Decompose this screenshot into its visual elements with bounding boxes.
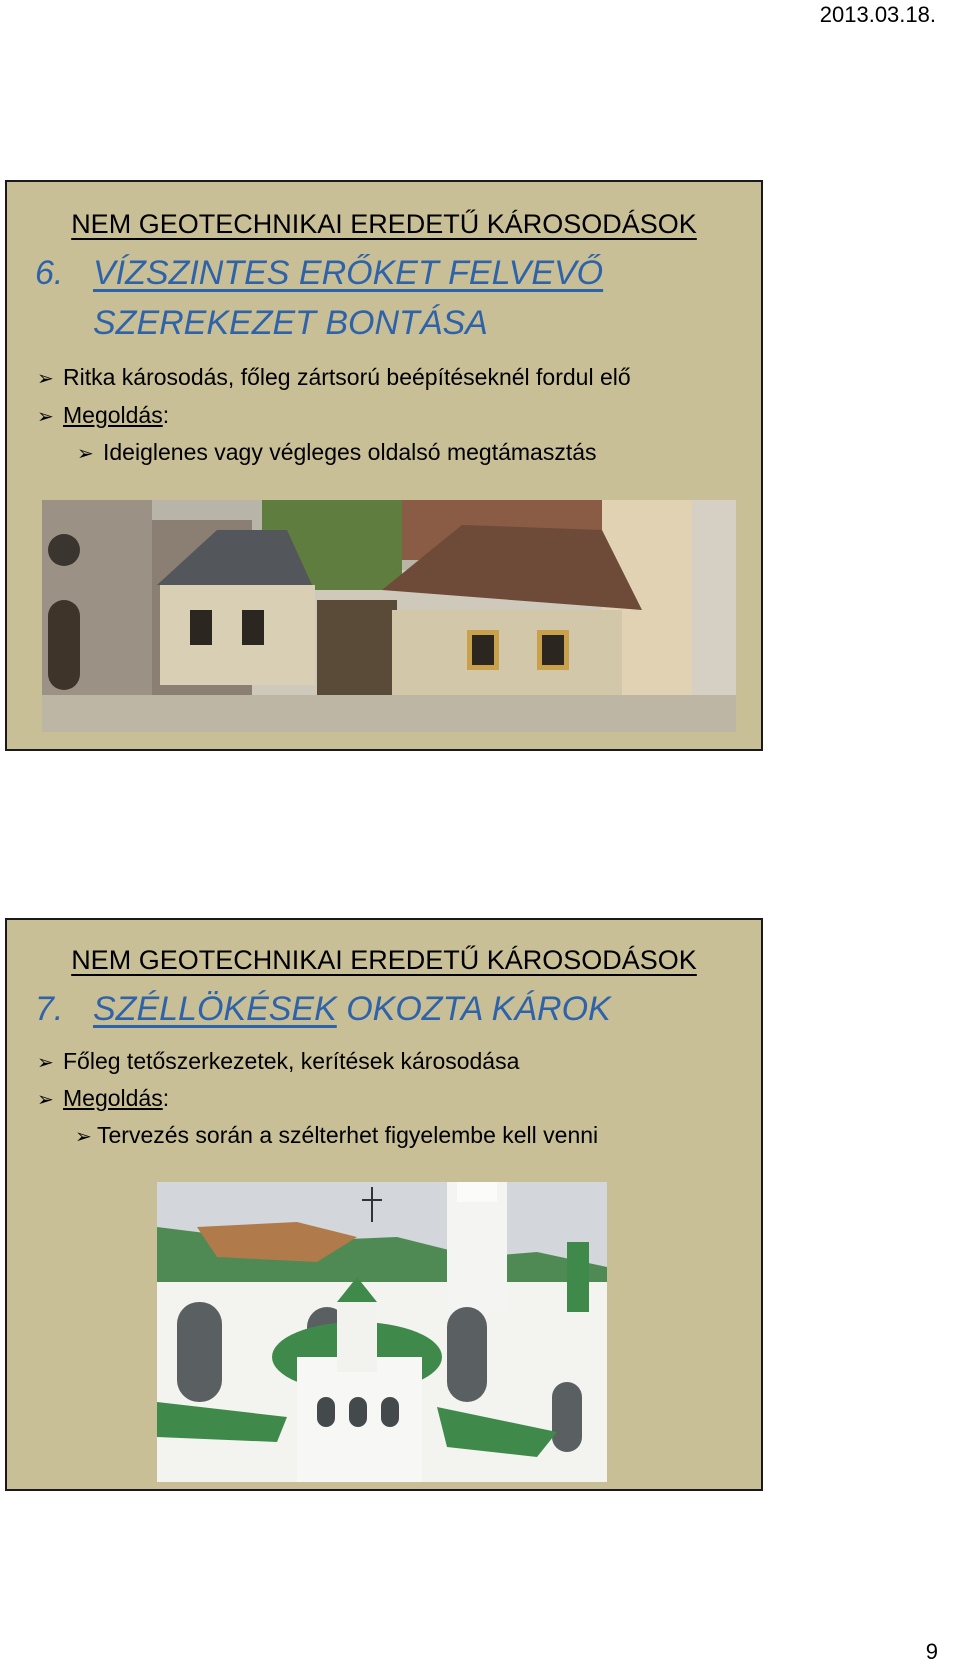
slide-title: NEM GEOTECHNIKAI EREDETŰ KÁROSODÁSOK: [71, 945, 697, 975]
arrow-bullet-icon: ➢: [37, 1089, 54, 1111]
arrow-bullet-icon: ➢: [37, 1052, 54, 1074]
section-heading: [35, 248, 603, 298]
bullet-suffix: :: [162, 402, 170, 428]
sub-bullet-text: Ideiglenes vagy végleges oldalsó megtámasztás: [103, 439, 597, 465]
arrow-bullet-icon: ➢: [37, 368, 54, 390]
page-date: 2013.03.18.: [819, 2, 936, 27]
heading-number: 7.: [35, 990, 64, 1028]
bullet-label: Megoldás: [63, 402, 163, 428]
sub-bullet-item: [77, 437, 597, 469]
heading-number: 6.: [35, 254, 64, 292]
bullet-text: Főleg tetőszerkezetek, kerítések károsodása: [63, 1048, 520, 1074]
row-houses-photo: [42, 500, 736, 732]
bullet-item: [37, 1083, 169, 1115]
bullet-item: [37, 362, 631, 394]
section-heading-line-2: [93, 298, 488, 348]
arrow-bullet-icon: ➢: [37, 406, 54, 428]
page-number: 9: [925, 1639, 938, 1664]
heading-underlined: SZÉLLÖKÉSEK: [93, 990, 337, 1028]
bullet-item: [37, 1046, 519, 1078]
heading-rest: OKOZTA KÁROK: [336, 990, 611, 1028]
slide-6: [5, 180, 763, 751]
arrow-bullet-icon: ➢: [77, 443, 94, 465]
bullet-item: [37, 400, 169, 432]
bullet-suffix: :: [162, 1085, 170, 1111]
bullet-text: Ritka károsodás, főleg zártsorú beépítéseknél fordul elő: [63, 364, 631, 390]
heading-line-2: SZEREKEZET BONTÁSA: [93, 304, 488, 342]
damaged-church-photo: [157, 1182, 607, 1482]
slide-title: NEM GEOTECHNIKAI EREDETŰ KÁROSODÁSOK: [71, 209, 697, 239]
arrow-bullet-icon: ➢: [75, 1126, 92, 1148]
section-heading: [35, 984, 611, 1034]
sub-bullet-text: Tervezés során a szélterhet figyelembe kell venni: [97, 1122, 599, 1148]
slide-7: [5, 918, 763, 1491]
bullet-label: Megoldás: [63, 1085, 163, 1111]
heading-line-1: VÍZSZINTES ERŐKET FELVEVŐ: [93, 254, 604, 292]
sub-bullet-item: [75, 1120, 598, 1152]
